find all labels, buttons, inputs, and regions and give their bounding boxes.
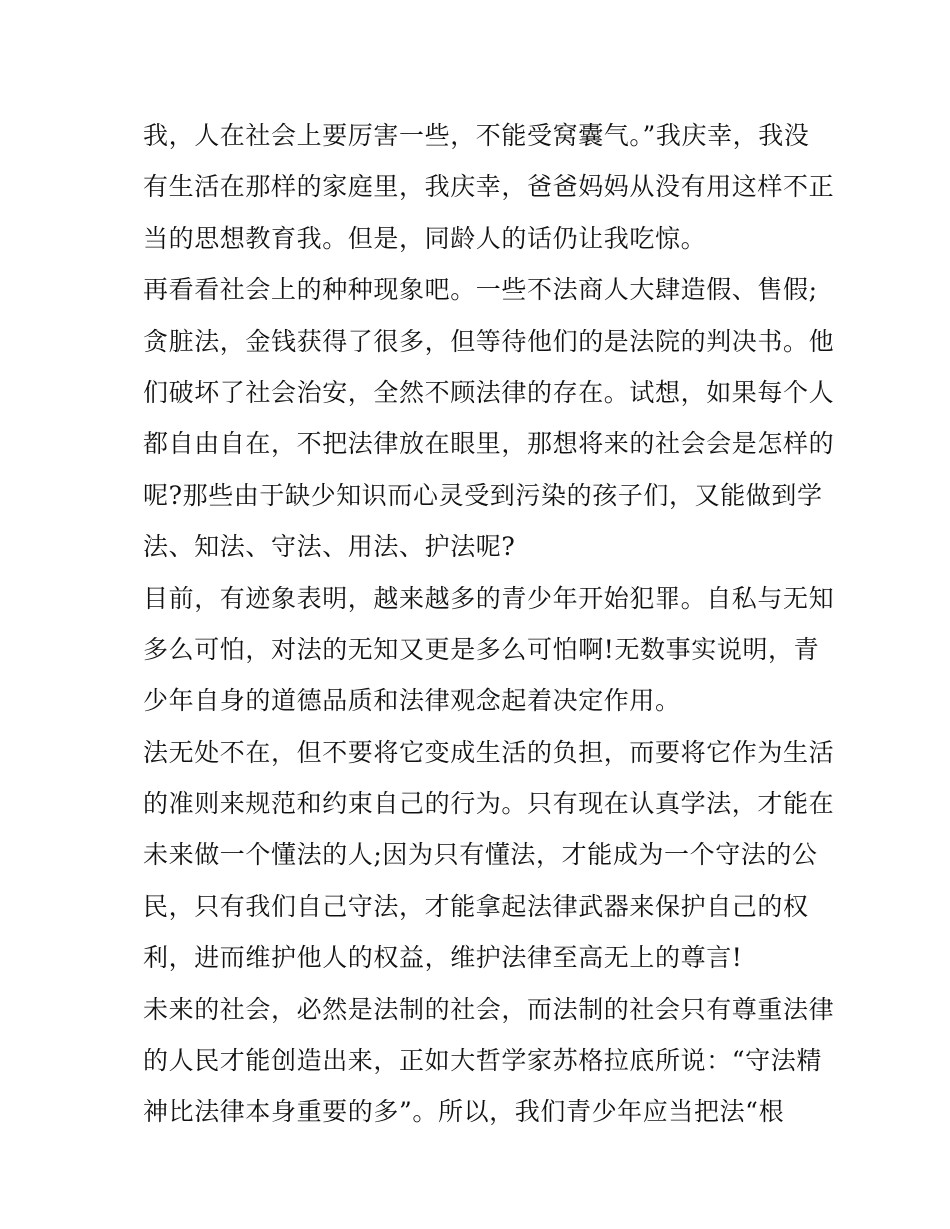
text-line: 的准则来规范和约束自己的行为。只有现在认真学法，才能在 xyxy=(143,789,835,819)
text-line: 未来做一个懂法的人;因为只有懂法，才能成为一个守法的公 xyxy=(143,840,818,870)
text-line: 呢?那些由于缺少知识而心灵受到污染的孩子们，又能做到学 xyxy=(143,480,823,510)
text-line: 都自由自在，不把法律放在眼里，那想将来的社会会是怎样的 xyxy=(143,429,835,459)
document-body xyxy=(143,110,835,1138)
text-line: 未来的社会，必然是法制的社会，而法制的社会只有尊重法律 xyxy=(143,994,835,1024)
text-line: 当的思想教育我。但是，同龄人的话仍让我吃惊。 xyxy=(143,223,707,253)
text-line: 少年自身的道德品质和法律观念起着决定作用。 xyxy=(143,686,681,716)
text-line: 目前，有迹象表明，越来越多的青少年开始犯罪。自私与无知 xyxy=(143,583,835,613)
text-line: 神比法律本身重要的多”。所以，我们青少年应当把法“根 xyxy=(143,1097,785,1127)
text-line: 贪脏法，金钱获得了很多，但等待他们的是法院的判决书。他 xyxy=(143,326,835,356)
text-line: 们破坏了社会治安，全然不顾法律的存在。试想，如果每个人 xyxy=(143,377,835,407)
text-line: 再看看社会上的种种现象吧。一些不法商人大肆造假、售假; xyxy=(143,275,818,305)
text-line: 民，只有我们自己守法，才能拿起法律武器来保护自己的权 xyxy=(143,891,809,921)
text-line: 有生活在那样的家庭里，我庆幸，爸爸妈妈从没有用这样不正 xyxy=(143,172,835,202)
text-line: 的人民才能创造出来，正如大哲学家苏格拉底所说：“守法精 xyxy=(143,1046,822,1076)
text-line: 法无处不在，但不要将它变成生活的负担，而要将它作为生活 xyxy=(143,737,835,767)
text-line: 法、知法、守法、用法、护法呢? xyxy=(143,532,516,562)
text-line: 我，人在社会上要厉害一些，不能受窝囊气。”我庆幸，我没 xyxy=(143,121,810,150)
text-line: 利，进而维护他人的权益，维护法律至高无上的尊言! xyxy=(143,943,743,973)
text-line: 多么可怕，对法的无知又更是多么可怕啊!无数事实说明，青 xyxy=(143,634,820,664)
